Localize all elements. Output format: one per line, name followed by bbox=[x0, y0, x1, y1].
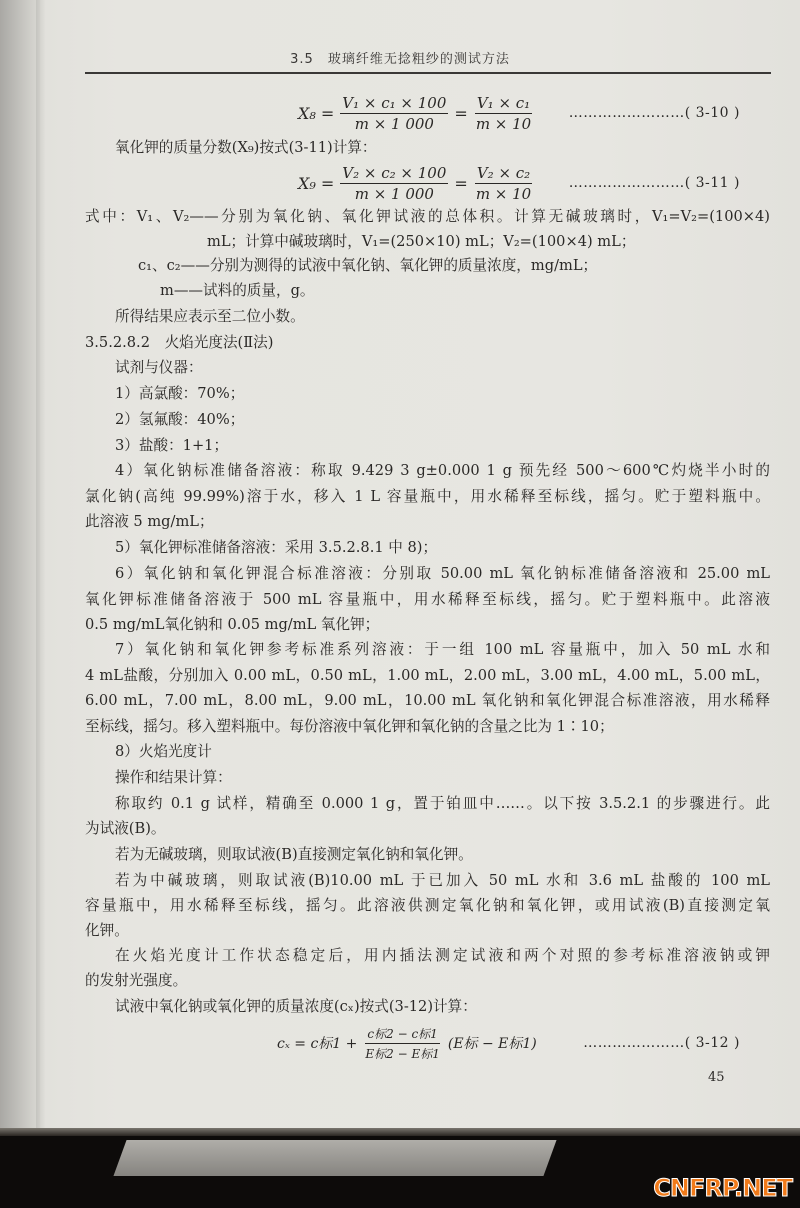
denominator: m × 1 000 bbox=[354, 184, 434, 203]
underlying-pages bbox=[113, 1140, 556, 1176]
denominator: m × 10 bbox=[475, 184, 532, 203]
previous-page-gutter bbox=[0, 0, 40, 1132]
text-line: 6）氧化钠和氧化钾混合标准溶液：分别取 50.00 mL 氧化钠标准储备溶液和 25.00 mL bbox=[115, 565, 770, 582]
text-line: 试剂与仪器： bbox=[115, 359, 203, 376]
header-section-number: 3.5 bbox=[290, 52, 314, 67]
text-line: 称取约 0.1 g 试样，精确至 0.000 1 g，置于铂皿中……。以下按 3.5.2.1 的步骤进行。此 bbox=[115, 795, 770, 812]
fold-shadow bbox=[36, 0, 46, 1132]
header-rule bbox=[85, 72, 771, 74]
eq-lhs: X₉ = bbox=[298, 173, 335, 193]
eq-tail: (E标 − E标1) bbox=[447, 1036, 537, 1052]
text-line: mL；计算中碱玻璃时，V₁=(250×10) mL；V₂=(100×4) mL； bbox=[207, 233, 636, 250]
numerator: V₂ × c₂ × 100 bbox=[342, 163, 447, 182]
equation-number: …………………( 3-12 ) bbox=[583, 1035, 740, 1051]
text-line: 3）盐酸：1+1； bbox=[115, 437, 229, 454]
denominator: m × 1 000 bbox=[354, 114, 434, 133]
text-line: 式中：V₁、V₂——分别为氧化钠、氧化钾试液的总体积。计算无碱玻璃时，V₁=V₂=(100×4) bbox=[85, 208, 770, 225]
text-line: 5）氧化钾标准储备溶液：采用 3.5.2.8.1 中 8)； bbox=[115, 539, 438, 556]
text-line: 在火焰光度计工作状态稳定后，用内插法测定试液和两个对照的参考标准溶液钠或钾 bbox=[115, 947, 770, 964]
text-line: 6.00 mL，7.00 mL，8.00 mL，9.00 mL，10.00 mL 氧化钠和氧化钾混合标准溶液，用水稀释 bbox=[85, 692, 770, 709]
eq-lhs: cₓ = c标1 + bbox=[277, 1036, 358, 1052]
header-section-title: 玻璃纤维无捻粗纱的测试方法 bbox=[327, 52, 510, 67]
text-line: m——试料的质量，g。 bbox=[160, 282, 315, 299]
text-line: 为试液(B)。 bbox=[85, 820, 166, 837]
text-line: 氯化钠(高纯 99.99%)溶于水，移入 1 L 容量瓶中，用水稀释至标线，摇匀。贮于塑料瓶中。 bbox=[85, 488, 770, 505]
denominator: E标2 − E标1 bbox=[365, 1046, 440, 1061]
text-line: 至标线，摇匀。移入塑料瓶中。每份溶液中氧化钾和氧化钠的含量之比为 1∶10； bbox=[85, 718, 614, 735]
text-line: 化钾。 bbox=[85, 922, 129, 939]
denominator: m × 10 bbox=[475, 114, 532, 133]
fraction bbox=[363, 1025, 441, 1062]
fraction bbox=[474, 164, 533, 203]
text-line: 氧化钾的质量分数(X₉)按式(3-11)计算： bbox=[115, 139, 377, 156]
fraction bbox=[340, 94, 448, 133]
text-line: 4 mL盐酸，分别加入 0.00 mL，0.50 mL，1.00 mL，2.00 mL，3.00 mL，4.00 mL，5.00 mL， bbox=[85, 667, 770, 684]
numerator: V₁ × c₁ × 100 bbox=[342, 93, 447, 112]
text-line: 4）氧化钠标准储备溶液：称取 9.429 3 g±0.000 1 g 预先经 500～600℃灼烧半小时的 bbox=[115, 462, 770, 479]
equation-number: ……………………( 3-11 ) bbox=[568, 175, 740, 191]
fraction bbox=[340, 164, 448, 203]
fraction bbox=[474, 94, 533, 133]
page-number: 45 bbox=[708, 1070, 725, 1085]
text-line: 2）氢氟酸：40%； bbox=[115, 411, 245, 428]
numerator: V₁ × c₁ bbox=[476, 93, 531, 112]
watermark-logo: CNFRP.NET bbox=[653, 1174, 792, 1202]
eq-lhs: X₈ = bbox=[298, 103, 335, 123]
text-line: 试液中氧化钠或氧化钾的质量浓度(cₓ)按式(3-12)计算： bbox=[115, 998, 477, 1015]
running-header bbox=[0, 48, 800, 67]
text-line: 操作和结果计算： bbox=[115, 769, 232, 786]
equals: = bbox=[454, 173, 468, 193]
text-line: 1）高氯酸：70%； bbox=[115, 385, 245, 402]
equation-3-11 bbox=[298, 162, 770, 204]
text-line: 若为中碱玻璃，则取试液(B)10.00 mL 于已加入 50 mL 水和 3.6 mL 盐酸的 100 mL bbox=[115, 872, 770, 889]
text-line: 所得结果应表示至二位小数。 bbox=[115, 308, 305, 325]
equation-3-12 bbox=[277, 1022, 770, 1064]
text-line: 7）氧化钠和氧化钾参考标准系列溶液：于一组 100 mL 容量瓶中，加入 50 mL 水和 bbox=[115, 641, 770, 658]
page-edge bbox=[0, 1128, 800, 1136]
equation-number: ……………………( 3-10 ) bbox=[568, 105, 740, 121]
text-line: c₁、c₂——分别为测得的试液中氧化钠、氧化钾的质量浓度，mg/mL； bbox=[138, 257, 598, 274]
equals: = bbox=[454, 103, 468, 123]
equation-3-10 bbox=[298, 92, 770, 134]
text-line: 此溶液 5 mg/mL； bbox=[85, 513, 214, 530]
text-line: 8）火焰光度计 bbox=[115, 743, 212, 760]
numerator: c标2 − c标1 bbox=[365, 1025, 439, 1044]
numerator: V₂ × c₂ bbox=[476, 163, 531, 182]
text-line: 0.5 mg/mL氧化钠和 0.05 mg/mL 氧化钾； bbox=[85, 616, 380, 633]
text-line: 的发射光强度。 bbox=[85, 972, 188, 989]
section-heading: 3.5.2.8.2 火焰光度法(Ⅱ法) bbox=[85, 334, 274, 351]
text-line: 容量瓶中，用水稀释至标线，摇匀。此溶液供测定氧化钠和氧化钾，或用试液(B)直接测定氧 bbox=[85, 897, 770, 914]
text-line: 氧化钾标准储备溶液于 500 mL 容量瓶中，用水稀释至标线，摇匀。贮于塑料瓶中。此溶液 bbox=[85, 591, 770, 608]
text-line: 若为无碱玻璃，则取试液(B)直接测定氧化钠和氧化钾。 bbox=[115, 846, 473, 863]
